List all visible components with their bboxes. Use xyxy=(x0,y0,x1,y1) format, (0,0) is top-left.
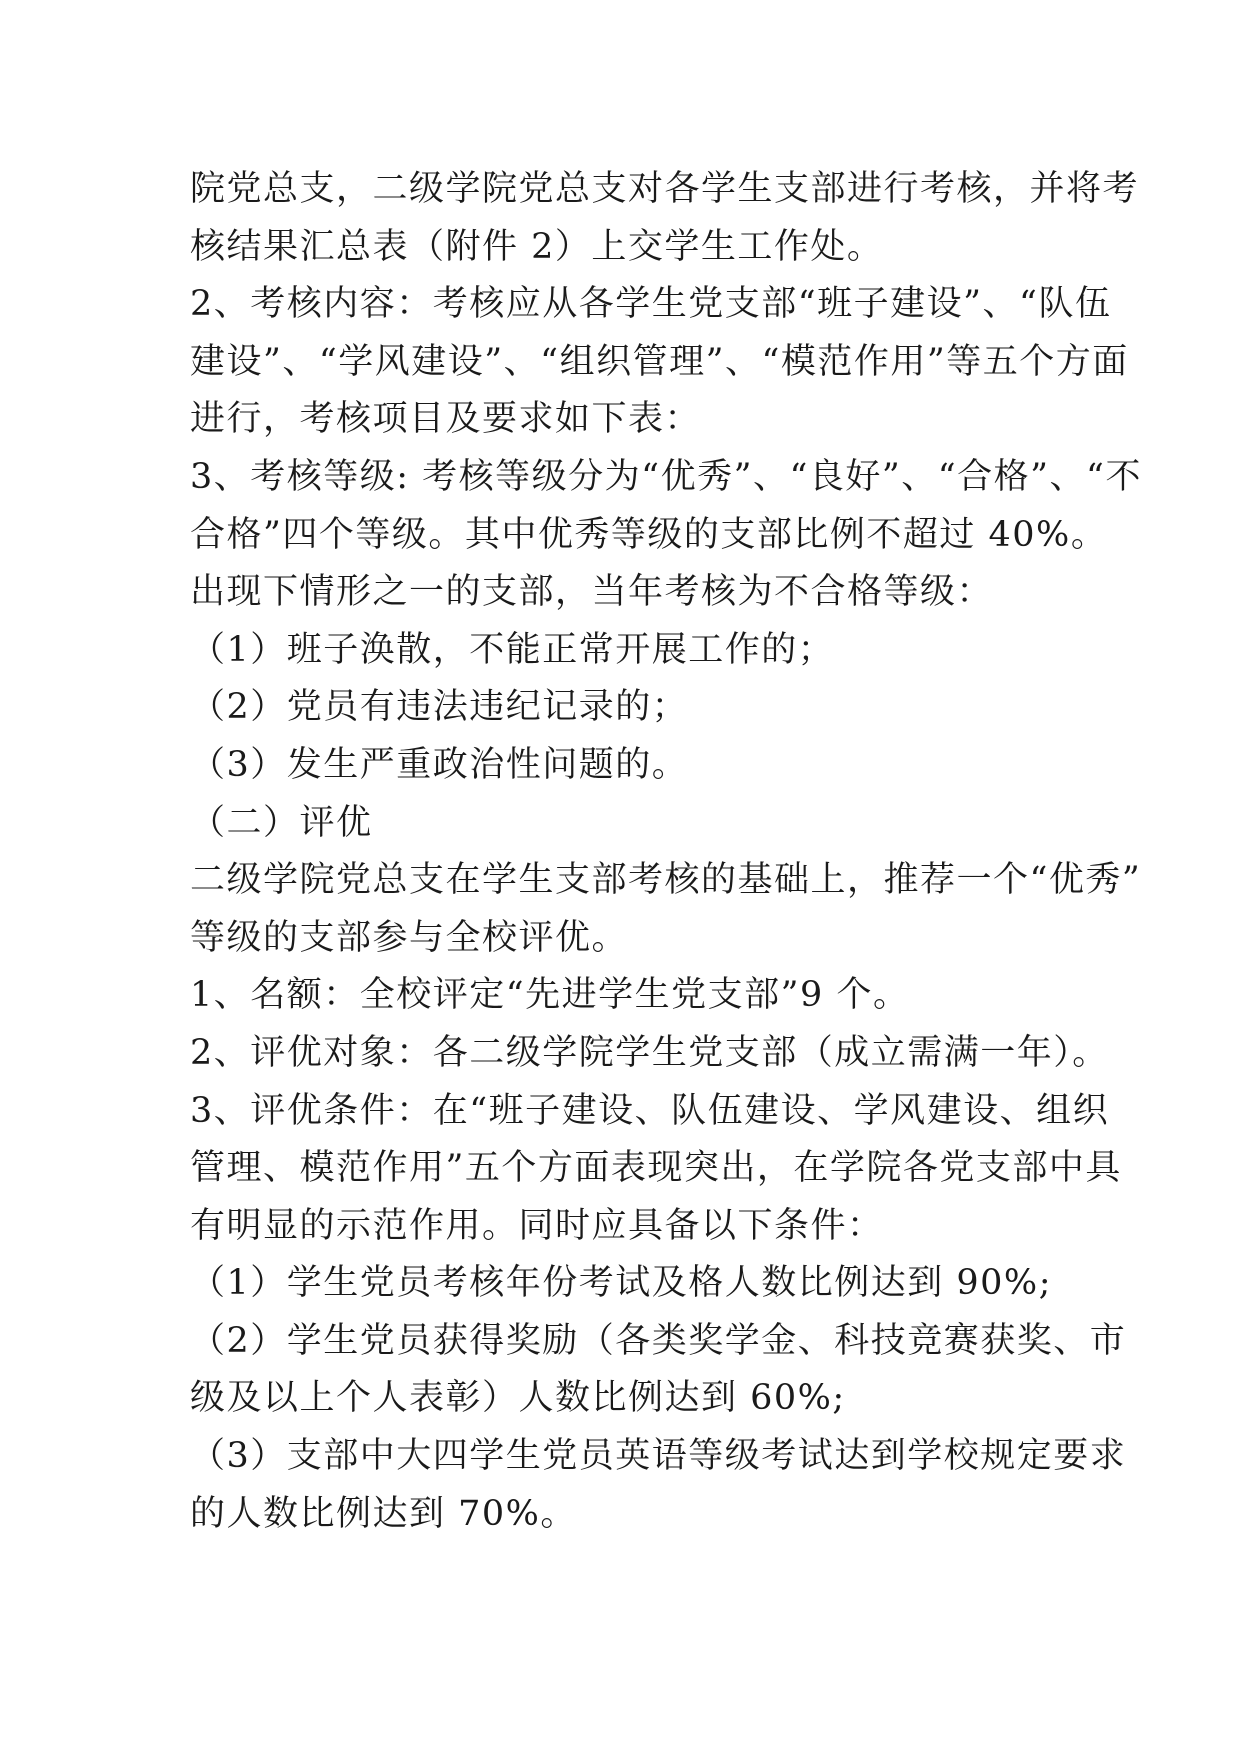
text-line: （1）班子涣散，不能正常开展工作的； xyxy=(190,629,835,670)
text-line: （2）党员有违法违纪记录的； xyxy=(190,687,689,728)
text-line: （3）发生严重政治性问题的。 xyxy=(190,744,689,785)
text-line: 院党总支，二级学院党总支对各学生支部进行考核，并将考 xyxy=(190,169,1140,209)
text-line: 管理、模范作用”五个方面表现突出，在学院各党支部中具 xyxy=(190,1148,1122,1189)
text-line: 等级的支部参与全校评优。 xyxy=(190,917,629,958)
text-line: 的人数比例达到 70%。 xyxy=(190,1493,577,1534)
text-line: 合格”四个等级。其中优秀等级的支部比例不超过 40%。 xyxy=(190,514,1108,555)
text-line: 建设”、“学风建设”、“组织管理”、“模范作用”等五个方面 xyxy=(190,341,1129,382)
text-line: 3、考核等级: 考核等级分为“优秀”、“良好”、“合格”、“不 xyxy=(190,456,1142,497)
text-line: 核结果汇总表（附件 2）上交学生工作处。 xyxy=(190,226,884,267)
text-line: 2、考核内容：考核应从各学生党支部“班子建设”、“队伍 xyxy=(190,284,1112,325)
text-line: 二级学院党总支在学生支部考核的基础上，推荐一个“优秀” xyxy=(190,860,1142,901)
document-body xyxy=(190,161,1142,1543)
text-line: 3、评优条件：在“班子建设、队伍建设、学风建设、组织 xyxy=(190,1090,1110,1131)
text-line: 进行，考核项目及要求如下表： xyxy=(190,399,702,440)
text-line: （2）学生党员获得奖励（各类奖学金、科技竞赛获奖、市 xyxy=(190,1320,1127,1361)
text-line: 级及以上个人表彰）人数比例达到 60%; xyxy=(190,1378,846,1419)
section-heading: （二）评优 xyxy=(190,802,373,843)
text-line: 2、评优对象：各二级学院学生党支部（成立需满一年）。 xyxy=(190,1032,1109,1073)
text-line: 有明显的示范作用。同时应具备以下条件： xyxy=(190,1205,884,1246)
text-line: 1、名额：全校评定“先进学生党支部”9 个。 xyxy=(190,975,910,1016)
text-line: 出现下情形之一的支部，当年考核为不合格等级： xyxy=(190,572,994,613)
text-line: （3）支部中大四学生党员英语等级考试达到学校规定要求 xyxy=(190,1436,1127,1477)
text-line: （1）学生党员考核年份考试及格人数比例达到 90%; xyxy=(190,1263,1052,1304)
